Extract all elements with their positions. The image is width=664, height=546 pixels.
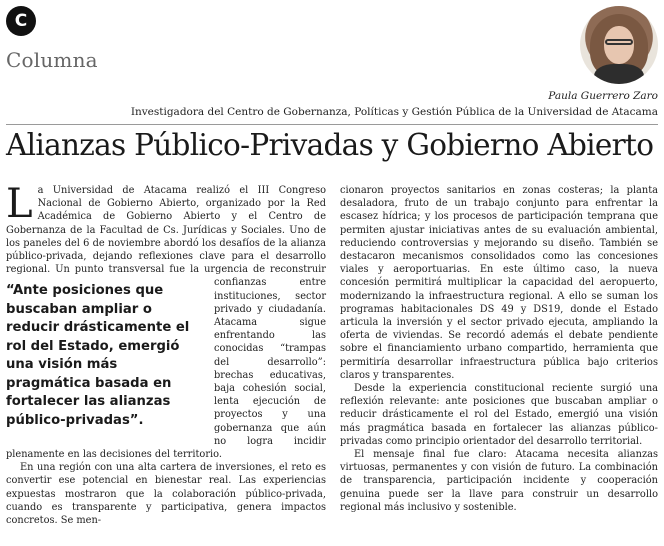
photo-face — [604, 26, 634, 64]
header-divider — [6, 124, 658, 125]
paragraph-4: Desde la experiencia constitucional reciente surgió una reflexión relevante: ante posiciones que buscaban ampliar o reducir drásticamente el rol del Estado, emergió una visión más pragmática basada en fortalecer las alianzas público-privadas como principio orientador del desarrollo territorial. — [340, 383, 658, 447]
column-badge: C — [6, 6, 36, 36]
article-column-left — [6, 181, 326, 527]
paragraph-1 — [6, 181, 326, 461]
pull-quote: “Ante posiciones que buscaban ampliar o reducir drásticamente el rol del Estado, emergió una visión más pragmática basada en fortalecer las alianzas público-privadas”. — [6, 283, 190, 428]
photo-shirt — [594, 64, 644, 84]
paragraph-3: cionaron proyectos sanitarios en zonas costeras; la planta desaladora, fruto de un trabajo conjunto para enfrentar la escasez hídrica; y los procesos de participación temprana que permiten ajustar iniciativas antes de su evaluación ambiental, reduciendo controversias y mejorando su diseño. También se destacaron mecanismos consolidados como las concesiones viales y aeroportuarias. En este último caso, la nueva concesión permitirá multiplicar la capacidad del aeropuerto, modernizando la infraestructura regional. A ello se suman los programas habitacionales DS 49 y DS19, donde el Estado articula la inversión y el sector privado ejecuta, ampliando la oferta de viviendas. Se recordó además el debate pendiente sobre el financiamiento urbano compartido, herramienta que permitiría desarrollar infraestructura pública bajo criterios claros y transparentes. — [340, 185, 658, 381]
paragraph-1-text-cont: fue la urgencia de reconstruir confianzas entre instituciones, sector privado y ciudadanía. Atacama sigue enfrentando las conocidas “trampas del desarrollo”: brechas educativas, baja cohesión social, lenta ejecución de proyectos y una gobernanza que aún no logra incidir plenamente en las decisiones del territorio. — [6, 264, 326, 461]
author-affiliation: Investigadora del Centro de Gobernanza, Políticas y Gestión Pública de la Universidad de Atacama — [130, 106, 658, 118]
section-label: Columna — [6, 48, 98, 72]
article-title: Alianzas Público-Privadas y Gobierno Abierto — [6, 128, 654, 162]
paragraph-2: En una región con una alta cartera de inversiones, el reto es convertir ese potencial en bienestar real. Las experiencias expuestas mostraron que la colaboración público-privada, cuando es transparente y participativa, genera impactos concretos. Se men- — [6, 462, 326, 527]
paragraph-5: El mensaje final fue claro: Atacama necesita alianzas virtuosas, permanentes y con visión de futuro. La combinación de transparencia, participación incidente y cooperación genuina puede ser la llave para construir un desarrollo regional más inclusivo y sostenible. — [340, 449, 658, 513]
paragraph-1-text: a Universidad de Atacama realizó el III Congreso Nacional de Gobierno Abierto, organizado por la Red Académica de Gobierno Abierto y el Centro de Gobernanza de la Facultad de Cs. Jurídicas y Sociales. Uno de los paneles del 6 de noviembre abordó los desafíos de la alianza público-privada, dejando reflexiones clave para el desarrollo regional. Un punto transversal — [6, 185, 326, 276]
article-column-right — [340, 184, 658, 514]
photo-glasses — [605, 39, 633, 45]
author-photo — [580, 6, 658, 84]
author-name: Paula Guerrero Zaro — [548, 90, 658, 102]
drop-cap: L — [6, 181, 33, 227]
